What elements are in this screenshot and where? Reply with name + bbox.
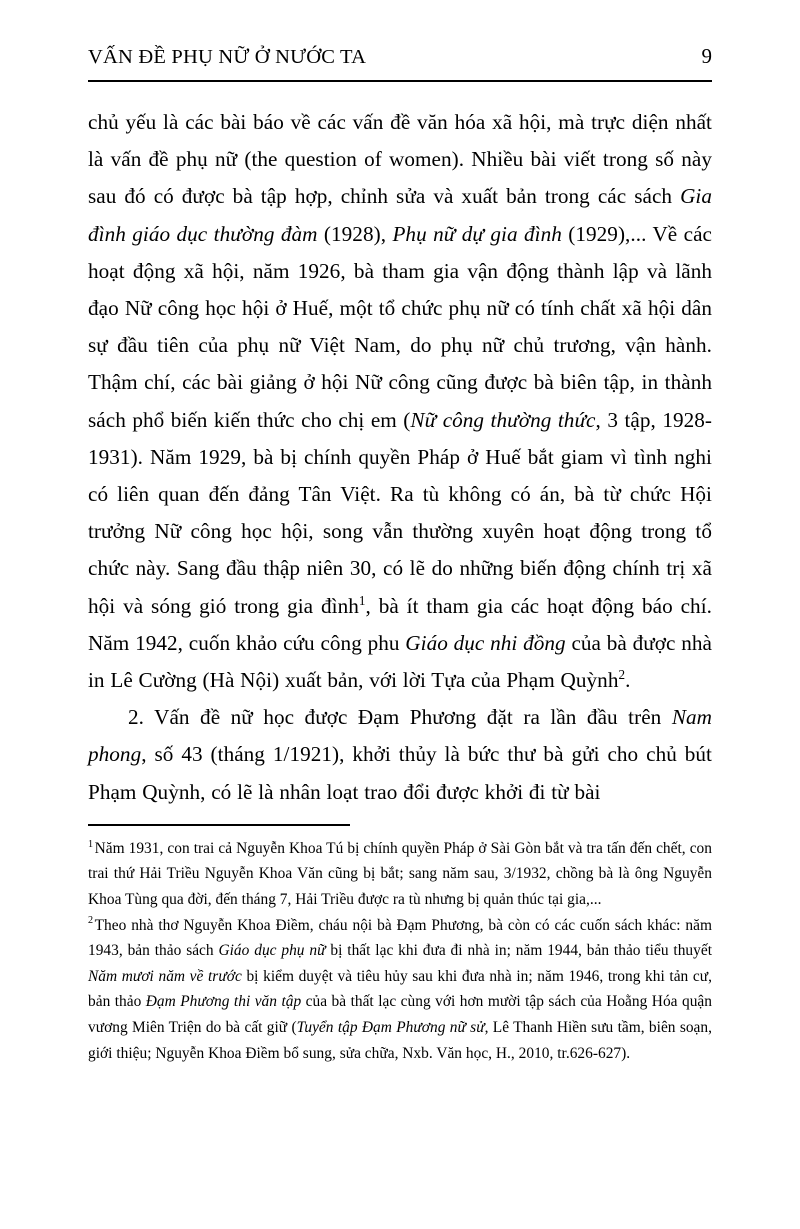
para1-text-segment-2: (1928), (317, 221, 393, 246)
body-paragraph-1 (88, 104, 712, 699)
header-row (88, 44, 712, 69)
header-divider-rule (88, 80, 712, 82)
para2-text-segment-1: 2. Vấn đề nữ học được Đạm Phương đặt ra lần đầu trên (128, 705, 672, 730)
body-paragraph-2 (88, 699, 712, 811)
footnote2-text-segment-1: Theo nhà thơ Nguyễn Khoa Điềm, cháu nội bà Đạm Phương, bà còn có các cuốn sách khác: năm 1943, bản thảo sách (88, 916, 712, 960)
para1-text-segment-6: của bà được nhà in Lê Cường (Hà Nội) xuất bản, với lời Tựa của Phạm Quỳnh (88, 630, 713, 693)
para1-text-segment-1: chủ yếu là các bài báo về các vấn đề văn hóa xã hội, mà trực diện nhất là vấn đề phụ nữ (the question of women). Nhiều bài viết trong số này sau đó có được bà tập hợp, chỉnh sửa và xuất bản trong các sách (88, 110, 712, 209)
para1-text-segment-5: , bà ít tham gia các hoạt động báo chí. Năm 1942, cuốn khảo cứu công phu (88, 593, 712, 655)
para1-text-segment-3: (1929),... Về các hoạt động xã hội, năm 1926, bà tham gia vận động thành lập và lãnh đạo Nữ công học hội ở Huế, một tổ chức phụ nữ có tính chất xã hội dân sự đầu tiên của phụ nữ Việt Nam, do phụ nữ chủ trương, vận hành. Thậm chí, các bài giảng ở hội Nữ công cũng được bà biên tập, in thành sách phổ biến kiến thức cho chị em ( (88, 221, 713, 432)
page-header (88, 44, 712, 82)
footnote-separator-rule (88, 824, 350, 826)
footnote2-text-segment-5: , Lê Thanh Hiền sưu tầm, biên soạn, giới thiệu; Nguyễn Khoa Điềm bổ sung, sửa chữa, Nxb. Văn học, H., 2010, tr.626-627). (88, 1018, 712, 1062)
page-body (88, 104, 712, 811)
para2-text-segment-2: , số 43 (tháng 1/1921), khởi thủy là bức thư bà gửi cho chủ bút Phạm Quỳnh, có lẽ là nhân loạt trao đổi được khởi đi từ bài (88, 742, 712, 804)
journal-title-nam-phong: Nam phong (88, 705, 712, 767)
footnote-reference-1[interactable]: 1 (358, 592, 366, 608)
running-header-title: VẤN ĐỀ PHỤ NỮ Ở NƯỚC TA (88, 46, 367, 68)
book-title-giao-duc-nhi-dong: Giáo dục nhi đồng (405, 630, 566, 655)
book-title-nam-muoi-nam-ve-truoc: Năm mươi năm về trước (88, 967, 242, 985)
footnote2-text-segment-4: của bà thất lạc cùng với hơn mười tập sách của Hoằng Hóa quận vương Miên Triện do bà cất giữ ( (88, 993, 712, 1036)
book-title-dam-phuong-thi-van-tap: Đạm Phương thi văn tập (145, 993, 302, 1011)
footnote-number-1: 1 (88, 838, 94, 850)
book-title-tuyen-tap-dam-phuong-nu-su: Tuyển tập Đạm Phương nữ sử (296, 1018, 485, 1036)
book-title-gia-dinh-giao-duc-thuong-dam: Gia đình giáo dục thường đàm (88, 184, 712, 246)
para1-text-segment-4: , 3 tập, 1928-1931). Năm 1929, bà bị chính quyền Pháp ở Huế bắt giam vì tình nghi có liên quan đến đảng Tân Việt. Ra tù không có án, bà từ chức Hội trưởng Nữ công học hội, song vẫn thường xuyên hoạt động trong tổ chức này. Sang đầu thập niên 30, có lẽ do những biến động chính trị xã hội và sóng gió trong gia đình (88, 407, 713, 618)
page-number: 9 (701, 44, 712, 68)
footnote1-text-segment-1: Năm 1931, con trai cả Nguyễn Khoa Tú bị chính quyền Pháp ở Sài Gòn bắt và tra tấn đến chết, con trai thứ Hải Triều Nguyễn Khoa Văn cũng bị bắt; sang năm sau, 3/1932, chồng bà là ông Nguyễn Khoa Tùng qua đời, đến tháng 7, Hải Triều được ra tù nhưng bị quản thúc tại gia,... (88, 839, 712, 908)
footnote2-text-segment-3: bị kiểm duyệt và tiêu hủy sau khi đưa nhà in; năm 1946, trong khi tản cư, bản thảo (88, 967, 712, 1011)
book-title-giao-duc-phu-nu: Giáo dục phụ nữ (218, 942, 326, 960)
footnote2-text-segment-2: bị thất lạc khi đưa đi nhà in; năm 1944, bản thảo tiểu thuyết (325, 942, 712, 960)
footnote-item-2 (88, 913, 712, 1067)
para1-text-segment-7: . (625, 668, 631, 693)
footnote-section (88, 824, 712, 1066)
footnote-number-2: 2 (88, 915, 94, 927)
footnote-reference-2[interactable]: 2 (618, 666, 626, 682)
footnote-item-1 (88, 836, 712, 913)
book-title-phu-nu-du-gia-dinh: Phụ nữ dự gia đình (392, 221, 562, 246)
book-title-nu-cong-thuong-thuc: Nữ công thường thức (410, 407, 596, 432)
